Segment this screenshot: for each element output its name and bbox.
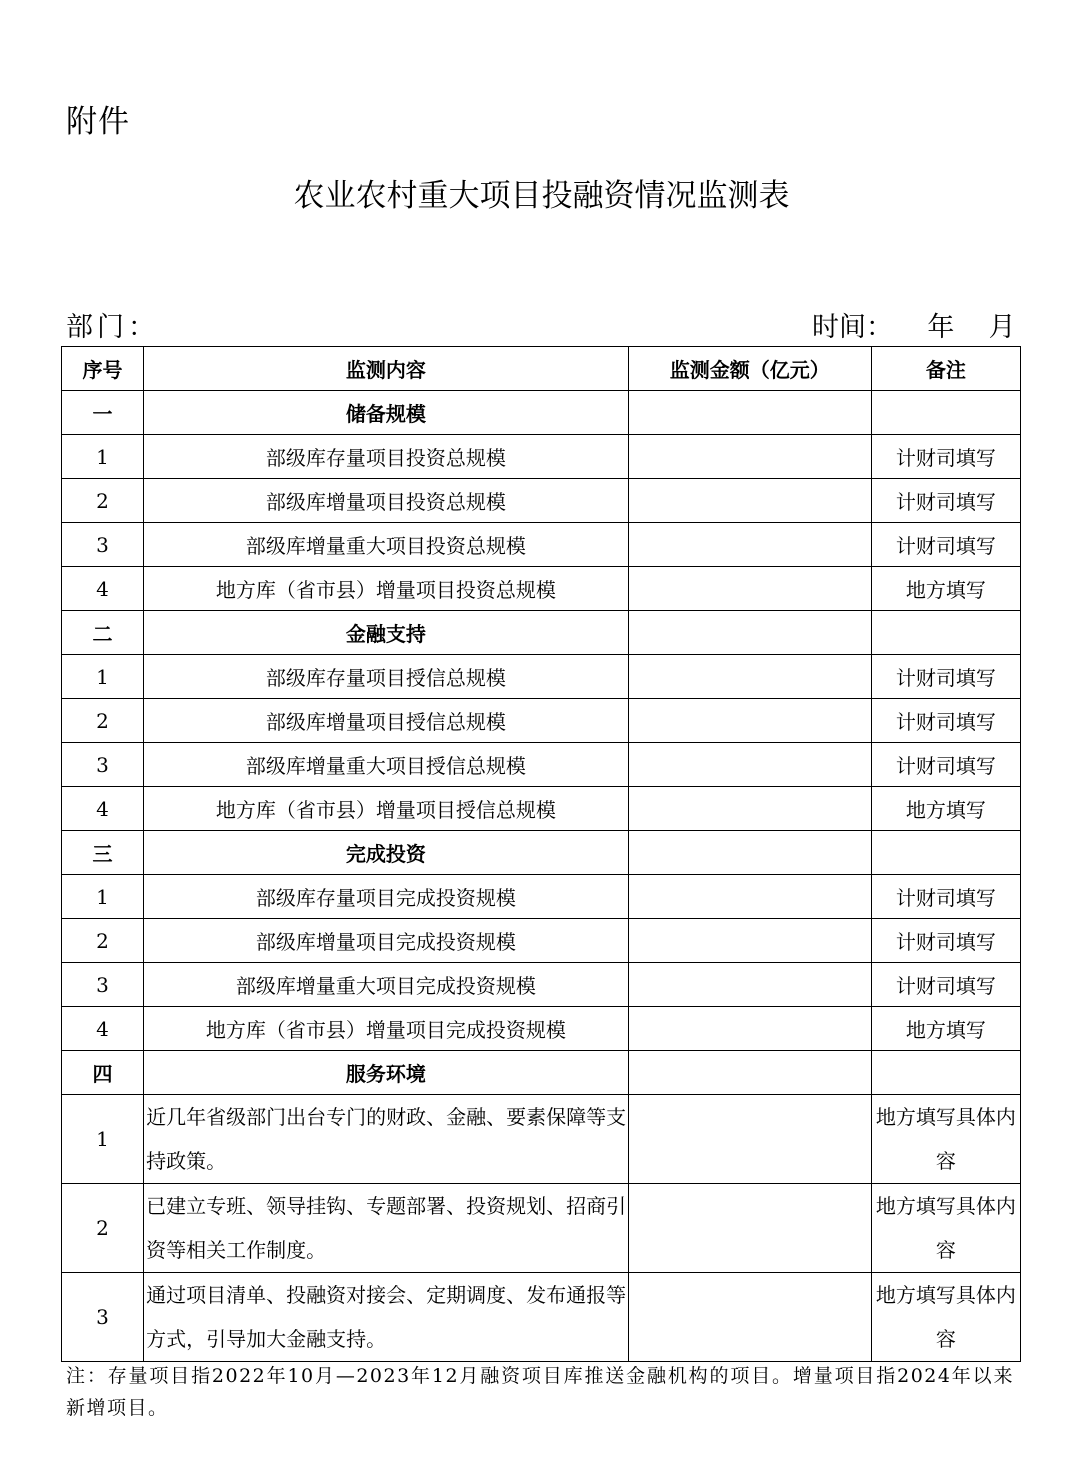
table-header-row xyxy=(62,347,1021,391)
row-number: 1 xyxy=(62,655,144,699)
header-no: 序号 xyxy=(62,347,144,391)
row-number: 2 xyxy=(62,1184,144,1273)
row-content: 已建立专班、领导挂钩、专题部署、投资规划、招商引资等相关工作制度。 xyxy=(144,1184,629,1273)
row-content: 通过项目清单、投融资对接会、定期调度、发布通报等方式，引导加大金融支持。 xyxy=(144,1273,629,1362)
row-number: 2 xyxy=(62,699,144,743)
row-number: 2 xyxy=(62,919,144,963)
row-content: 部级库增量项目投资总规模 xyxy=(144,479,629,523)
row-number: 3 xyxy=(62,743,144,787)
table-body xyxy=(62,391,1021,1362)
header-content: 监测内容 xyxy=(144,347,629,391)
row-note: 地方填写 xyxy=(871,787,1020,831)
row-content: 地方库（省市县）增量项目完成投资规模 xyxy=(144,1007,629,1051)
amount-cell xyxy=(628,699,871,743)
row-number: 3 xyxy=(62,963,144,1007)
note-cell xyxy=(871,611,1020,655)
row-note: 计财司填写 xyxy=(871,479,1020,523)
amount-cell xyxy=(628,1184,871,1273)
table-row xyxy=(62,1184,1021,1273)
amount-cell xyxy=(628,875,871,919)
section-row xyxy=(62,391,1021,435)
row-note: 计财司填写 xyxy=(871,743,1020,787)
table-row xyxy=(62,787,1021,831)
row-content: 部级库增量项目完成投资规模 xyxy=(144,919,629,963)
amount-cell xyxy=(628,435,871,479)
row-content: 部级库存量项目完成投资规模 xyxy=(144,875,629,919)
row-number: 4 xyxy=(62,1007,144,1051)
attachment-label: 附件 xyxy=(66,104,130,140)
section-title: 服务环境 xyxy=(144,1051,629,1095)
table-row xyxy=(62,655,1021,699)
row-content: 部级库增量重大项目投资总规模 xyxy=(144,523,629,567)
amount-cell xyxy=(628,787,871,831)
amount-cell xyxy=(628,743,871,787)
row-number: 3 xyxy=(62,523,144,567)
row-note: 计财司填写 xyxy=(871,435,1020,479)
note-cell xyxy=(871,831,1020,875)
amount-cell xyxy=(628,1007,871,1051)
section-number: 三 xyxy=(62,831,144,875)
amount-cell xyxy=(628,567,871,611)
table-row xyxy=(62,479,1021,523)
table-row xyxy=(62,699,1021,743)
amount-cell xyxy=(628,1051,871,1095)
note-cell xyxy=(871,1051,1020,1095)
table-row xyxy=(62,875,1021,919)
row-number: 1 xyxy=(62,1095,144,1184)
row-note: 计财司填写 xyxy=(871,919,1020,963)
amount-cell xyxy=(628,963,871,1007)
page-title: 农业农村重大项目投融资情况监测表 xyxy=(293,178,790,214)
row-number: 3 xyxy=(62,1273,144,1362)
footnote: 注：存量项目指2022年10月—2023年12月融资项目库推送金融机构的项目。增量项目指2024年以来新增项目。 xyxy=(66,1365,1014,1419)
table-row xyxy=(62,1273,1021,1362)
amount-cell xyxy=(628,479,871,523)
table-row xyxy=(62,435,1021,479)
section-number: 一 xyxy=(62,391,144,435)
row-note: 地方填写具体内容 xyxy=(871,1184,1020,1273)
department-label: 部门： xyxy=(66,312,159,343)
time-label: 时间： 年 月 xyxy=(812,312,1016,343)
table-row xyxy=(62,523,1021,567)
amount-cell xyxy=(628,391,871,435)
row-number: 4 xyxy=(62,567,144,611)
row-note: 地方填写 xyxy=(871,1007,1020,1051)
amount-cell xyxy=(628,523,871,567)
row-number: 1 xyxy=(62,435,144,479)
row-content: 近几年省级部门出台专门的财政、金融、要素保障等支持政策。 xyxy=(144,1095,629,1184)
amount-cell xyxy=(628,655,871,699)
section-title: 完成投资 xyxy=(144,831,629,875)
section-row xyxy=(62,831,1021,875)
note-cell xyxy=(871,391,1020,435)
section-title: 金融支持 xyxy=(144,611,629,655)
row-note: 计财司填写 xyxy=(871,523,1020,567)
table-row xyxy=(62,1007,1021,1051)
table-row xyxy=(62,1095,1021,1184)
amount-cell xyxy=(628,611,871,655)
row-number: 2 xyxy=(62,479,144,523)
table-row xyxy=(62,567,1021,611)
section-row xyxy=(62,1051,1021,1095)
row-note: 地方填写具体内容 xyxy=(871,1095,1020,1184)
header-note: 备注 xyxy=(871,347,1020,391)
section-title: 储备规模 xyxy=(144,391,629,435)
row-note: 计财司填写 xyxy=(871,875,1020,919)
row-content: 部级库增量重大项目授信总规模 xyxy=(144,743,629,787)
table-row xyxy=(62,919,1021,963)
table-row xyxy=(62,743,1021,787)
amount-cell xyxy=(628,1273,871,1362)
row-content: 部级库增量重大项目完成投资规模 xyxy=(144,963,629,1007)
row-content: 部级库存量项目授信总规模 xyxy=(144,655,629,699)
section-row xyxy=(62,611,1021,655)
row-note: 计财司填写 xyxy=(871,699,1020,743)
row-note: 地方填写具体内容 xyxy=(871,1273,1020,1362)
row-content: 部级库存量项目投资总规模 xyxy=(144,435,629,479)
section-number: 四 xyxy=(62,1051,144,1095)
row-number: 1 xyxy=(62,875,144,919)
row-number: 4 xyxy=(62,787,144,831)
table-row xyxy=(62,963,1021,1007)
row-content: 地方库（省市县）增量项目投资总规模 xyxy=(144,567,629,611)
row-note: 地方填写 xyxy=(871,567,1020,611)
row-note: 计财司填写 xyxy=(871,655,1020,699)
row-note: 计财司填写 xyxy=(871,963,1020,1007)
row-content: 部级库增量项目授信总规模 xyxy=(144,699,629,743)
section-number: 二 xyxy=(62,611,144,655)
amount-cell xyxy=(628,919,871,963)
row-content: 地方库（省市县）增量项目授信总规模 xyxy=(144,787,629,831)
monitoring-table xyxy=(61,346,1021,1362)
amount-cell xyxy=(628,1095,871,1184)
header-amount: 监测金额（亿元） xyxy=(628,347,871,391)
amount-cell xyxy=(628,831,871,875)
